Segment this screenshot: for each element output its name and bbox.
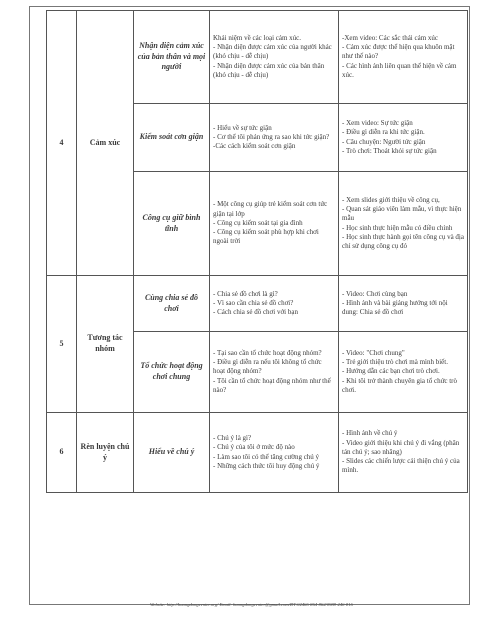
row-number: 5 (47, 276, 77, 413)
topic-cell: Cảm xúc (77, 11, 134, 276)
content-cell: - Chú ý là gì? - Chú ý của tôi ở mức độ nào - Làm sao tôi có thể tăng cường chú ý - Những cách thức tôi huy động chú ý (210, 413, 339, 493)
topic-cell: Tương tác nhóm (77, 276, 134, 413)
table-row (47, 413, 468, 493)
row-number: 6 (47, 413, 77, 493)
subtopic-cell: Kiểm soát cơn giận (134, 104, 210, 172)
content-cell: Khái niệm về các loại cảm xúc. - Nhận diện được cảm xúc của người khác (khó chịu - dễ chịu) - Nhận diện được cảm xúc của bản thân (khó chịu - dễ chịu) (210, 11, 339, 104)
subtopic-cell: Tổ chức hoạt động chơi chung (134, 332, 210, 413)
row-number: 4 (47, 11, 77, 276)
activities-cell: - Hình ảnh về chú ý - Video giới thiệu khi chú ý đi vắng (phân tán chú ý; sao nhãng) - Slides các chiến lược cải thiện chú ý của mình. (339, 413, 468, 493)
activities-cell: - Video: "Chơi chung" - Trẻ giới thiệu trò chơi mà mình biết. - Hướng dẫn các bạn chơi trò chơi. - Khi tôi trở thành chuyên gia tổ chức trò chơi. (339, 332, 468, 413)
activities-cell: - Xem slides giới thiệu về công cụ, - Quan sát giáo viên làm mẫu, vì thực hiện mẫu - Học sinh thực hiện mẫu có điều chỉnh - Học sinh thực hành gọi tên công cụ và địa chỉ sử dụng công cụ đó (339, 172, 468, 276)
activities-cell: - Xem video: Sự tức giận - Điều gì diễn ra khi tức giận. - Câu chuyện: Người tức giận - Trò chơi: Thoát khỏi sự tức giận (339, 104, 468, 172)
table-row (47, 276, 468, 332)
activities-cell: - Video: Chơi cùng bạn - Hình ảnh và bài giảng hướng tới nội dung: Chia sẻ đồ chơi (339, 276, 468, 332)
table-row (47, 11, 468, 104)
topic-cell: Rèn luyện chú ý (77, 413, 134, 493)
subtopic-cell: Công cụ giữ bình tĩnh (134, 172, 210, 276)
content-cell: - Một công cụ giúp trẻ kiểm soát cơn tức giận tại lớp - Công cụ kiểm soát tại gia đình - Công cụ kiểm soát phù hợp khi chơi ngoài trời (210, 172, 339, 276)
content-cell: - Hiểu về sự tức giận - Cơ thể tôi phản ứng ra sao khi tức giận? -Các cách kiểm soát cơn giận (210, 104, 339, 172)
subtopic-cell: Hiểu về chú ý (134, 413, 210, 493)
content-cell: - Tại sao cần tổ chức hoạt động nhóm? - Điều gì diễn ra nếu tôi không tổ chức hoạt động nhóm? - Tôi cần tổ chức hoạt động nhóm như thế nào? (210, 332, 339, 413)
subtopic-cell: Nhận diện cảm xúc của bản thân và mọi người (134, 11, 210, 104)
subtopic-cell: Cùng chia sẻ đồ chơi (134, 276, 210, 332)
content-cell: - Chia sẻ đồ chơi là gì? - Vì sao cần chia sẻ đồ chơi? - Cách chia sẻ đồ chơi với bạn (210, 276, 339, 332)
page-footer: Website: http://huongdongcenter.org/ Email: huongdongcenter@gmail.com/ĐT:02466-864-862/0988-246-816 (150, 602, 353, 607)
activities-cell: -Xem video: Các sắc thái cảm xúc - Cảm xúc được thể hiện qua khuôn mặt như thế nào? - Các hình ảnh liên quan thể hiện về cảm xúc. (339, 11, 468, 104)
curriculum-table (46, 10, 468, 493)
